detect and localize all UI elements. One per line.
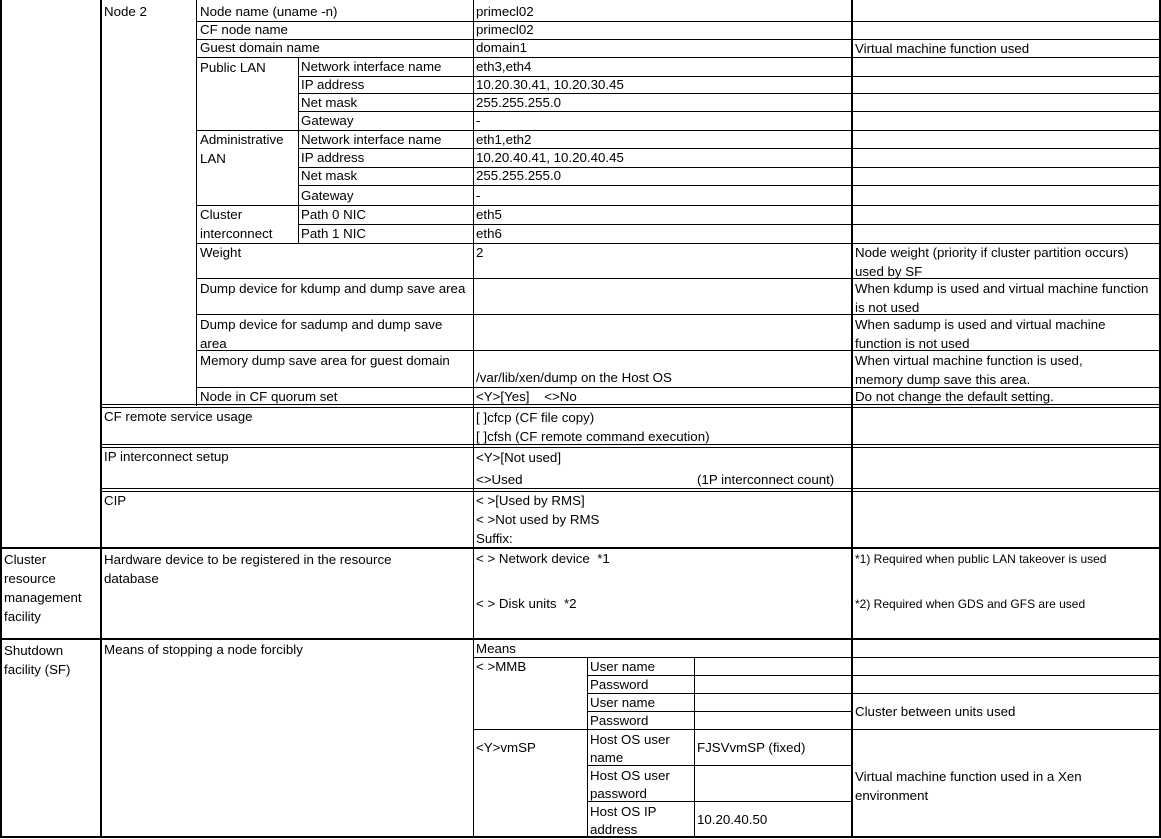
admin-gw-value: - — [476, 188, 481, 203]
cf-node-name-value: primecl02 — [476, 22, 534, 37]
sf-units-note: Cluster between units used — [855, 704, 1016, 719]
public-ip-label: IP address — [301, 77, 365, 92]
quorum-label: Node in CF quorum set — [200, 389, 338, 404]
host-user-label: Host OS user name — [590, 732, 670, 765]
quorum-value: <Y>[Yes] <>No — [476, 389, 577, 404]
ip-interconnect-opt2: <>Used — [476, 472, 523, 487]
sf-pass2: Password — [590, 713, 649, 728]
sadump-note: When sadump is used and virtual machine function is not used — [855, 317, 1106, 351]
sf-item: Means of stopping a node forcibly — [104, 642, 303, 657]
sf-pass1: Password — [590, 677, 649, 692]
admin-nic-value: eth1,eth2 — [476, 132, 532, 147]
public-mask-value: 255.255.255.0 — [476, 95, 562, 110]
sf-vmsp: <Y>vmSP — [476, 740, 536, 755]
public-nic-label: Network interface name — [301, 59, 442, 74]
weight-note: Node weight (priority if cluster partition occurs) used by SF — [855, 245, 1129, 279]
crm-opt2: < > Disk units *2 — [476, 596, 577, 611]
admin-lan-label-2: LAN — [200, 151, 226, 166]
crm-opt1: < > Network device *1 — [476, 551, 610, 566]
cip-label: CIP — [104, 493, 127, 508]
ip-interconnect-opt1: <Y>[Not used] — [476, 450, 562, 465]
host-pass-label: Host OS user password — [590, 768, 670, 801]
host-user-value: FJSVvmSP (fixed) — [697, 740, 806, 755]
interconnect-label-1: Cluster — [200, 207, 243, 222]
ip-interconnect-count: (1P interconnect count) — [697, 472, 835, 487]
path1-value: eth6 — [476, 226, 502, 241]
node-name-value: primecl02 — [476, 4, 534, 19]
admin-ip-label: IP address — [301, 150, 365, 165]
memdump-label: Memory dump save area for guest domain — [200, 353, 450, 368]
public-nic-value: eth3,eth4 — [476, 59, 532, 74]
interconnect-label-2: interconnect — [200, 226, 273, 241]
crm-note2: *2) Required when GDS and GFS are used — [855, 597, 1086, 611]
path0-value: eth5 — [476, 207, 502, 222]
memdump-note: When virtual machine function is used, memory dump save this area. — [855, 353, 1083, 387]
cf-remote-opt1: [ ]cfcp (CF file copy) — [476, 410, 595, 425]
cip-opt1: < >[Used by RMS] — [476, 493, 585, 508]
host-ip-value: 10.20.40.50 — [697, 812, 768, 827]
memdump-value: /var/lib/xen/dump on the Host OS — [476, 370, 672, 385]
guest-domain-note: Virtual machine function used — [855, 41, 1030, 56]
crm-note1: *1) Required when public LAN takeover is used — [855, 552, 1107, 566]
sf-user2: User name — [590, 695, 656, 710]
admin-lan-label-1: Administrative — [200, 132, 284, 147]
admin-mask-value: 255.255.255.0 — [476, 168, 562, 183]
sf-label: Shutdown facility (SF) — [4, 643, 71, 677]
ip-interconnect-label: IP interconnect setup — [104, 449, 229, 464]
sf-means: Means — [476, 641, 516, 656]
admin-ip-value: 10.20.40.41, 10.20.40.45 — [476, 150, 624, 165]
cf-remote-opt2: [ ]cfsh (CF remote command execution) — [476, 429, 710, 444]
public-lan-label: Public LAN — [200, 60, 266, 75]
path0-label: Path 0 NIC — [301, 207, 367, 222]
node2-label: Node 2 — [104, 4, 147, 19]
public-ip-value: 10.20.30.41, 10.20.30.45 — [476, 77, 624, 92]
node-name-label: Node name (uname -n) — [200, 4, 338, 19]
kdump-label: Dump device for kdump and dump save area — [200, 281, 466, 296]
public-gw-value: - — [476, 113, 481, 128]
guest-domain-label: Guest domain name — [200, 40, 320, 55]
admin-nic-label: Network interface name — [301, 132, 442, 147]
guest-domain-value: domain1 — [476, 40, 528, 55]
sf-xen-note: Virtual machine function used in a Xen environment — [855, 769, 1082, 803]
path1-label: Path 1 NIC — [301, 226, 367, 241]
weight-value: 2 — [476, 245, 484, 260]
quorum-note: Do not change the default setting. — [855, 389, 1054, 404]
crm-item: Hardware device to be registered in the resource database — [104, 552, 392, 586]
weight-label: Weight — [200, 245, 242, 260]
crm-label: Cluster resource management facility — [4, 552, 82, 624]
cf-node-name-label: CF node name — [200, 22, 288, 37]
sadump-label: Dump device for sadump and dump save area — [200, 317, 443, 351]
public-mask-label: Net mask — [301, 95, 358, 110]
sf-user1: User name — [590, 659, 656, 674]
cf-remote-label: CF remote service usage — [104, 409, 253, 424]
host-ip-label: Host OS IP address — [590, 804, 657, 837]
sf-mmb: < >MMB — [476, 659, 527, 674]
kdump-note: When kdump is used and virtual machine function is not used — [855, 281, 1149, 315]
public-gw-label: Gateway — [301, 113, 354, 128]
admin-mask-label: Net mask — [301, 168, 358, 183]
cip-suffix: Suffix: — [476, 531, 513, 546]
cip-opt2: < >Not used by RMS — [476, 512, 600, 527]
admin-gw-label: Gateway — [301, 188, 354, 203]
